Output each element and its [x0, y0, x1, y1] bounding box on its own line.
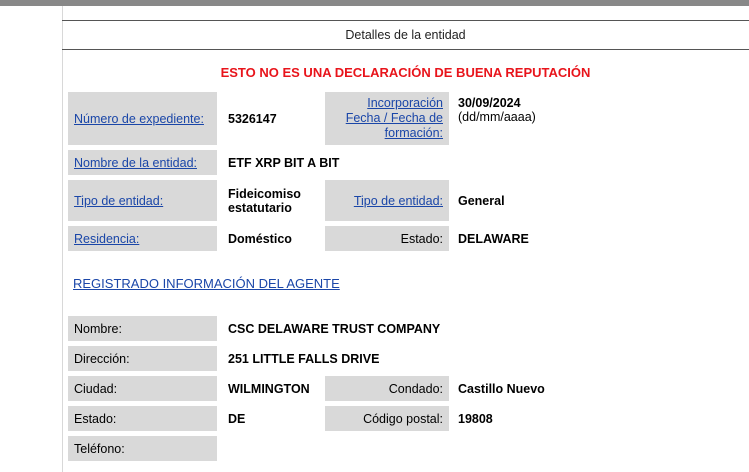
agent-county-value: Castillo Nuevo	[458, 381, 545, 396]
file-number-label-link[interactable]: Número de expediente:	[74, 111, 204, 126]
good-standing-warning: ESTO NO ES UNA DECLARACIÓN DE BUENA REPUTACIÓN	[220, 65, 591, 80]
agent-zip-value: 19808	[458, 411, 493, 426]
entity-type2-label-cell	[325, 180, 449, 221]
entity-type2-label-link[interactable]: Tipo de entidad:	[353, 193, 443, 208]
incorporation-label-cell	[325, 92, 449, 145]
state-value: DELAWARE	[458, 231, 529, 246]
agent-phone-label: Teléfono:	[74, 441, 125, 456]
file-number-value: 5326147	[228, 111, 277, 126]
agent-address-label-cell	[68, 346, 217, 371]
agent-city-label: Ciudad:	[74, 381, 118, 396]
agent-zip-label: Código postal:	[363, 411, 443, 426]
entity-type-label-cell	[68, 180, 217, 221]
entity-name-value: ETF XRP BIT A BIT	[228, 155, 340, 170]
section-header-title: Detalles de la entidad	[345, 28, 466, 42]
agent-county-label: Condado:	[388, 381, 443, 396]
incorporation-value	[454, 92, 654, 145]
residence-value: Doméstico	[228, 231, 292, 246]
entity-type-label-link[interactable]: Tipo de entidad:	[74, 193, 164, 208]
agent-city-value: WILMINGTON	[228, 381, 310, 396]
residence-label-cell	[68, 226, 217, 251]
entity-type-value: Fideicomiso estatutario	[228, 186, 301, 215]
residence-label-link[interactable]: Residencia:	[74, 231, 140, 246]
agent-name-label: Nombre:	[74, 321, 122, 336]
agent-zip-label-cell	[325, 406, 449, 431]
agent-state-value: DE	[228, 411, 246, 426]
state-label-cell	[325, 226, 449, 251]
agent-name-label-cell	[68, 316, 217, 341]
section-header	[62, 20, 749, 50]
incorporation-date-format: (dd/mm/aaaa)	[458, 110, 536, 124]
agent-city-label-cell	[68, 376, 217, 401]
file-number-label-cell	[68, 92, 217, 145]
state-label: Estado:	[400, 231, 443, 246]
entity-name-label-cell	[68, 150, 217, 175]
incorporation-date: 30/09/2024	[458, 96, 521, 110]
agent-name-value: CSC DELAWARE TRUST COMPANY	[228, 321, 441, 336]
incorporation-label-link[interactable]: Incorporación Fecha / Fecha de formación:	[345, 96, 443, 140]
agent-state-label-cell	[68, 406, 217, 431]
entity-name-label-link[interactable]: Nombre de la entidad:	[74, 155, 197, 170]
agent-address-value: 251 LITTLE FALLS DRIVE	[228, 351, 380, 366]
agent-county-label-cell	[325, 376, 449, 401]
agent-state-label: Estado:	[74, 411, 117, 426]
entity-type2-value: General	[458, 193, 505, 208]
registered-agent-section-link[interactable]: REGISTRADO INFORMACIÓN DEL AGENTE	[73, 276, 340, 291]
agent-phone-value	[224, 436, 524, 461]
agent-phone-label-cell	[68, 436, 217, 461]
agent-address-label: Dirección:	[74, 351, 130, 366]
